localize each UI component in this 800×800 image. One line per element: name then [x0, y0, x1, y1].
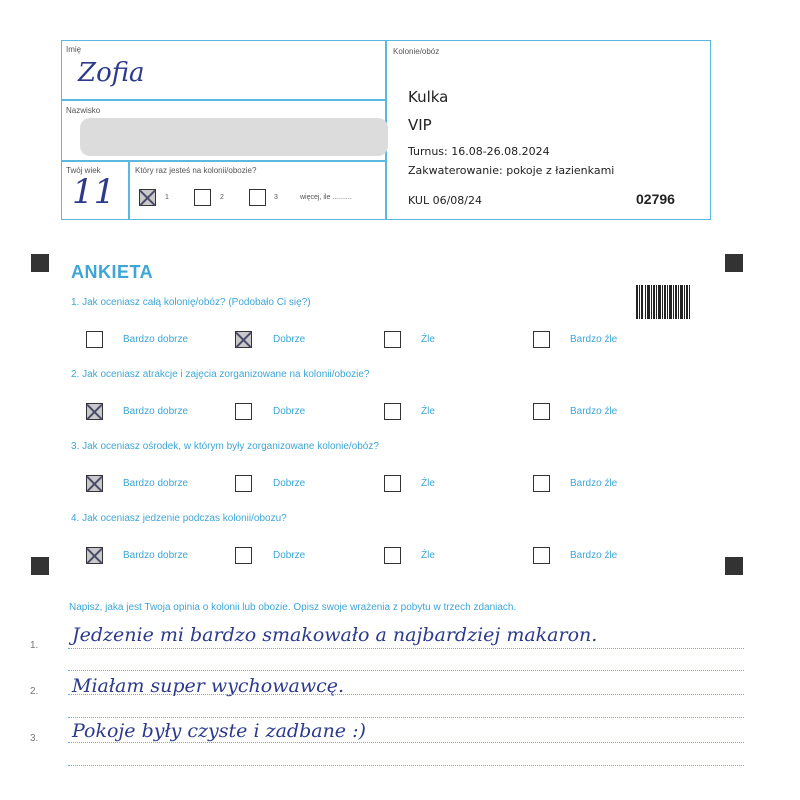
- q4-option-checkbox-3[interactable]: [384, 547, 401, 564]
- registration-marker: [725, 254, 743, 272]
- q2-option-checkbox-1[interactable]: [86, 403, 103, 420]
- times-option-3: 3: [274, 194, 278, 201]
- q4-option-checkbox-4[interactable]: [533, 547, 550, 564]
- answer-dotted-line: [68, 648, 744, 649]
- camp-type: VIP: [408, 116, 432, 134]
- age-label: Twój wiek: [66, 166, 101, 175]
- q1-option-checkbox-3[interactable]: [384, 331, 401, 348]
- camp-code: KUL 06/08/24: [408, 194, 482, 207]
- q3-option-checkbox-3[interactable]: [384, 475, 401, 492]
- question-text-1: 1. Jak oceniasz całą kolonię/obóz? (Podobało Ci się?): [71, 297, 311, 308]
- q4-option-label-4: Bardzo źle: [570, 550, 618, 561]
- q1-option-checkbox-1[interactable]: [86, 331, 103, 348]
- times-checkbox-1[interactable]: [139, 189, 156, 206]
- answer-dotted-line: [68, 717, 744, 718]
- q3-option-label-3: Źle: [421, 478, 435, 489]
- q4-option-label-2: Dobrze: [273, 550, 306, 561]
- q3-option-label-1: Bardzo dobrze: [123, 478, 189, 489]
- q2-option-label-3: Źle: [421, 406, 435, 417]
- accommodation-text: Zakwaterowanie: pokoje z łazienkami: [408, 164, 615, 177]
- question-text-4: 4. Jak oceniasz jedzenie podczas kolonii/obozu?: [71, 513, 287, 524]
- survey-title: ANKIETA: [71, 262, 154, 282]
- q3-option-label-2: Dobrze: [273, 478, 306, 489]
- answer-dotted-line: [68, 694, 744, 695]
- q2-option-label-1: Bardzo dobrze: [123, 406, 189, 417]
- registration-marker: [725, 557, 743, 575]
- surname-redaction: [80, 118, 388, 156]
- answer-line-2[interactable]: Miałam super wychowawcę.: [72, 675, 345, 697]
- name-label: Imię: [66, 45, 82, 54]
- q1-option-label-4: Bardzo źle: [570, 334, 618, 345]
- barcode-image: [636, 285, 690, 319]
- registration-marker: [31, 254, 49, 272]
- q4-option-checkbox-1[interactable]: [86, 547, 103, 564]
- times-label: Który raz jesteś na kolonii/obozie?: [135, 166, 257, 175]
- turnus-text: Turnus: 16.08-26.08.2024: [408, 145, 550, 158]
- q2-option-label-4: Bardzo źle: [570, 406, 618, 417]
- surname-label: Nazwisko: [66, 106, 101, 115]
- times-option-2: 2: [220, 194, 224, 201]
- answer-number-1: 1.: [30, 640, 39, 651]
- q4-option-checkbox-2[interactable]: [235, 547, 252, 564]
- times-more-label: więcej, ile ..........: [300, 194, 352, 201]
- answer-dotted-line: [68, 742, 744, 743]
- q3-option-checkbox-4[interactable]: [533, 475, 550, 492]
- q1-option-label-3: Źle: [421, 334, 435, 345]
- age-handwritten: 11: [72, 172, 116, 212]
- q2-option-checkbox-3[interactable]: [384, 403, 401, 420]
- registration-marker: [31, 557, 49, 575]
- question-text-2: 2. Jak oceniasz atrakcje i zajęcia zorganizowane na kolonii/obozie?: [71, 369, 370, 380]
- times-option-1: 1: [165, 194, 169, 201]
- header-row-line-1: [61, 99, 385, 101]
- q3-option-checkbox-1[interactable]: [86, 475, 103, 492]
- answer-number-2: 2.: [30, 686, 39, 697]
- opinion-prompt: Napisz, jaka jest Twoja opinia o kolonii lub obozie. Opisz swoje wrażenia z pobytu w trzech zdaniach.: [69, 602, 517, 613]
- q1-option-label-1: Bardzo dobrze: [123, 334, 189, 345]
- header-row-line-2: [61, 160, 385, 162]
- q1-option-label-2: Dobrze: [273, 334, 306, 345]
- q2-option-label-2: Dobrze: [273, 406, 306, 417]
- q2-option-checkbox-2[interactable]: [235, 403, 252, 420]
- times-checkbox-3[interactable]: [249, 189, 266, 206]
- q2-option-checkbox-4[interactable]: [533, 403, 550, 420]
- question-text-3: 3. Jak oceniasz ośrodek, w którym były zorganizowane kolonie/obóz?: [71, 441, 379, 452]
- camp-label: Kolonie/obóz: [393, 47, 440, 56]
- q3-option-label-4: Bardzo źle: [570, 478, 618, 489]
- q1-option-checkbox-4[interactable]: [533, 331, 550, 348]
- answer-line-1[interactable]: Jedzenie mi bardzo smakowało a najbardziej makaron.: [72, 624, 598, 646]
- answer-number-3: 3.: [30, 733, 39, 744]
- q4-option-label-3: Źle: [421, 550, 435, 561]
- times-checkbox-2[interactable]: [194, 189, 211, 206]
- q4-option-label-1: Bardzo dobrze: [123, 550, 189, 561]
- name-handwritten: Zofia: [78, 58, 145, 88]
- answer-line-3[interactable]: Pokoje były czyste i zadbane :): [72, 720, 366, 742]
- q1-option-checkbox-2[interactable]: [235, 331, 252, 348]
- answer-dotted-line: [68, 765, 744, 766]
- header-age-divider: [128, 160, 130, 220]
- camp-name: Kulka: [408, 88, 449, 106]
- answer-dotted-line: [68, 670, 744, 671]
- form-number: 02796: [636, 191, 675, 207]
- q3-option-checkbox-2[interactable]: [235, 475, 252, 492]
